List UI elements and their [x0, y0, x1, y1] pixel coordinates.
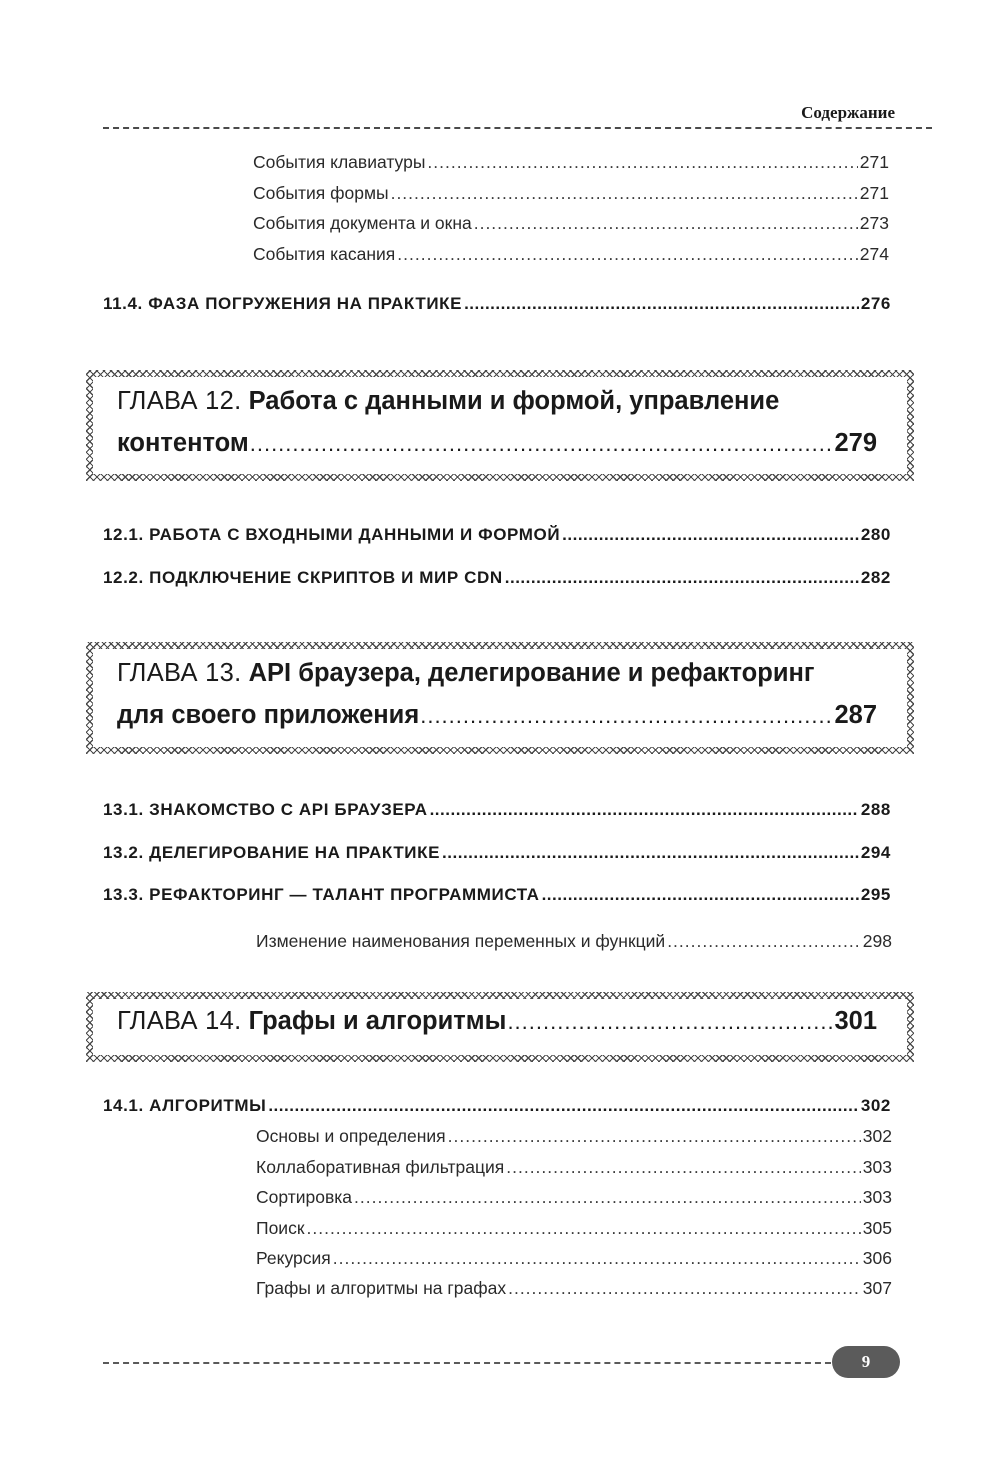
- chapter-title-line1: API браузера, делегирование и рефакторинг: [248, 659, 815, 687]
- dot-leader: [507, 1009, 833, 1035]
- toc-entry-page: 306: [862, 1248, 892, 1268]
- chapter-title-line1: Графы и алгоритмы: [248, 1007, 507, 1035]
- toc-entry-title: Коллаборативная фильтрация: [256, 1157, 505, 1177]
- toc-entry[interactable]: [253, 152, 889, 173]
- dot-leader: [448, 1126, 861, 1147]
- dot-leader: [505, 568, 859, 588]
- dot-leader: [420, 703, 833, 729]
- toc-entry[interactable]: [256, 1126, 892, 1147]
- chapter-title-line2: контентом: [117, 429, 249, 457]
- toc-entry-title: Поиск: [256, 1218, 305, 1238]
- toc-section-13-2[interactable]: [103, 843, 891, 863]
- toc-entry-page: 271: [859, 183, 889, 203]
- toc-section-page: 302: [860, 1096, 891, 1115]
- toc-entry[interactable]: [253, 213, 889, 234]
- chapter-label: ГЛАВА 12.: [117, 387, 242, 415]
- chapter-12-heading: [117, 387, 877, 471]
- toc-entry-title: События формы: [253, 183, 389, 203]
- toc-section-page: 295: [860, 885, 891, 904]
- toc-entry-title: Сортировка: [256, 1187, 353, 1207]
- dot-leader: [333, 1248, 861, 1269]
- dot-leader: [307, 1218, 861, 1239]
- toc-entry-title: Основы и определения: [256, 1126, 446, 1146]
- toc-section-title: 11.4. ФАЗА ПОГРУЖЕНИЯ НА ПРАКТИКЕ: [103, 294, 463, 313]
- dot-leader: [250, 431, 834, 457]
- chapter-title-line1: Работа с данными и формой, управление: [248, 387, 780, 415]
- toc-entry-title: События клавиатуры: [253, 152, 426, 172]
- chapter-13-box[interactable]: [86, 642, 914, 754]
- chapter-14-heading: [117, 1007, 877, 1049]
- toc-section-title: 13.2. ДЕЛЕГИРОВАНИЕ НА ПРАКТИКЕ: [103, 843, 441, 862]
- toc-entry-title: События касания: [253, 244, 396, 264]
- chapter-page: 301: [834, 1007, 877, 1035]
- toc-section-title: 13.1. ЗНАКОМСТВО С API БРАУЗЕРА: [103, 800, 428, 819]
- toc-entry[interactable]: [253, 244, 889, 265]
- dot-leader: [667, 931, 861, 952]
- chapter-page: 287: [834, 701, 877, 729]
- toc-entry[interactable]: [253, 183, 889, 204]
- chapter-label: ГЛАВА 14.: [117, 1007, 242, 1035]
- toc-entry-title: Рекурсия: [256, 1248, 331, 1268]
- toc-section-11-4[interactable]: [103, 294, 891, 314]
- footer-dashed-rule: [103, 1362, 841, 1364]
- toc-entry-page: 307: [862, 1278, 892, 1298]
- dot-leader: [562, 525, 859, 545]
- page-number-badge: 9: [832, 1346, 900, 1378]
- dot-leader: [391, 183, 858, 204]
- chapter-title-line2: для своего приложения: [117, 701, 420, 729]
- chapter-13-heading: [117, 659, 877, 743]
- toc-section-page: 280: [860, 525, 891, 544]
- toc-entry[interactable]: [256, 1248, 892, 1269]
- dot-leader: [506, 1157, 861, 1178]
- dot-leader: [430, 800, 859, 820]
- running-header-title: Содержание: [801, 103, 895, 122]
- toc-section-page: 282: [860, 568, 891, 587]
- dot-leader: [354, 1187, 861, 1208]
- toc-entry-page: 271: [859, 152, 889, 172]
- toc-section-title: 13.3. РЕФАКТОРИНГ — ТАЛАНТ ПРОГРАММИСТА: [103, 885, 540, 904]
- toc-entry-page: 303: [862, 1187, 892, 1207]
- toc-entry[interactable]: [256, 931, 892, 952]
- toc-entry-page: 274: [859, 244, 889, 264]
- toc-section-page: 294: [860, 843, 891, 862]
- toc-entry[interactable]: [256, 1218, 892, 1239]
- toc-section-page: 276: [860, 294, 891, 313]
- chapter-page: 279: [834, 429, 877, 457]
- dot-leader: [508, 1278, 861, 1299]
- header-dashed-rule: [103, 127, 932, 129]
- toc-entry-page: 303: [862, 1157, 892, 1177]
- toc-entry[interactable]: [256, 1157, 892, 1178]
- toc-section-12-2[interactable]: [103, 568, 891, 588]
- toc-section-page: 288: [860, 800, 891, 819]
- dot-leader: [427, 152, 857, 173]
- toc-entry-page: 273: [859, 213, 889, 233]
- toc-section-title: 12.2. ПОДКЛЮЧЕНИЕ СКРИПТОВ И МИР CDN: [103, 568, 503, 587]
- toc-section-13-1[interactable]: [103, 800, 891, 820]
- dot-leader: [464, 294, 859, 314]
- toc-section-title: 12.1. РАБОТА С ВХОДНЫМИ ДАННЫМИ И ФОРМОЙ: [103, 525, 561, 544]
- toc-entry-title: Графы и алгоритмы на графах: [256, 1278, 507, 1298]
- chapter-label: ГЛАВА 13.: [117, 659, 242, 687]
- dot-leader: [397, 244, 858, 265]
- toc-entry-title: Изменение наименования переменных и функций: [256, 931, 666, 951]
- toc-entry-page: 302: [862, 1126, 892, 1146]
- dot-leader: [542, 885, 859, 905]
- chapter-12-box[interactable]: [86, 370, 914, 481]
- toc-entry[interactable]: [256, 1187, 892, 1208]
- toc-section-12-1[interactable]: [103, 525, 891, 545]
- toc-entry-page: 298: [862, 931, 892, 951]
- toc-entry-page: 305: [862, 1218, 892, 1238]
- toc-entry-title: События документа и окна: [253, 213, 472, 233]
- toc-section-13-3[interactable]: [103, 885, 891, 905]
- toc-entry[interactable]: [256, 1278, 892, 1299]
- toc-section-title: 14.1. АЛГОРИТМЫ: [103, 1096, 267, 1115]
- chapter-14-box[interactable]: [86, 992, 914, 1062]
- dot-leader: [474, 213, 858, 234]
- dot-leader: [268, 1096, 859, 1116]
- dot-leader: [442, 843, 859, 863]
- toc-section-14-1[interactable]: [103, 1096, 891, 1116]
